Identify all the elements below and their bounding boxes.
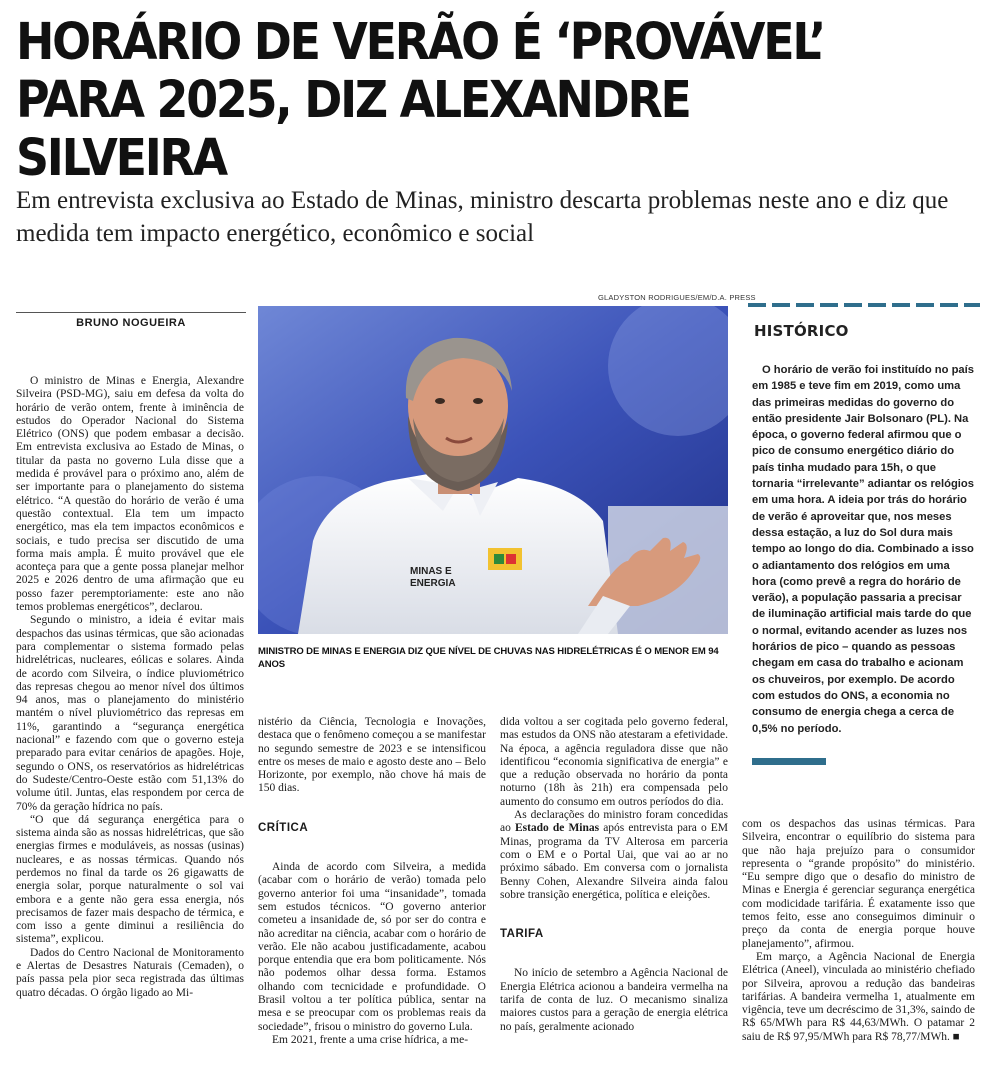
sidebar-top-rule bbox=[748, 303, 980, 307]
minister-illustration bbox=[258, 306, 728, 634]
newspaper-name: Estado de Minas bbox=[514, 822, 600, 835]
article-paragraph: dida voltou a ser cogitada pelo governo federal, mas estudos da ONS não atestaram a efetividade. Na época, a agência reguladora disse que não identificou “economia significativa de energia” e que a redução observada no horário da ponta noturno (18h às 21h) era compensada pelo aumento do consumo em outros períodos do dia. bbox=[500, 716, 728, 808]
subheadline: Em entrevista exclusiva ao Estado de Minas, ministro descarta problemas neste ano e diz que medida tem impacto energético, econômico e social bbox=[16, 187, 949, 247]
byline: BRUNO NOGUEIRA bbox=[16, 312, 246, 329]
paragraph-text: As declarações do ministro foram concedidas ao bbox=[500, 809, 728, 835]
article-paragraph: Segundo o ministro, a ideia é evitar mais despachos das usinas térmicas, que são acionadas para complementar o sistema formado pelas hidrelétricas, nucleares, eólicas e solares. Ainda de acordo com Silveira, o índice pluviométrico das represas chegou ao menor nível dos últimos 94 anos, mas o planejamento do ministério mantém o nível pluviométrico das represas em 11%, garantindo a “segurança energética nacional” e fazendo com que o governo esteja preparado para evitar cenários de apagões. Hoje, segundo o ONS, os reservatórios as hidrelétricas do Sudeste/Centro-Oeste estão com 51,13% do volume útil. Juntas, elas respondem por cerca de 70% da geração hídrica no país. bbox=[16, 614, 244, 813]
photo-credit: GLADYSTON RODRIGUES/EM/D.A. PRESS bbox=[598, 293, 756, 302]
shirt-logo-line1: MINAS E bbox=[410, 566, 452, 577]
article-paragraph: O ministro de Minas e Energia, Alexandre Silveira (PSD-MG), saiu em defesa da volta do horário de verão ontem, frente à iminência de estudos do Operador Nacional do Sistema Elétrico (ONS) que podem embasar a decisão. Em entrevista exclusiva ao Estado de Minas, o titular da pasta no governo Lula disse que a medida é provável para o próximo ano, além de ser importante para o planejamento do sistema elétrico. “A questão do horário de verão é uma questão contextual. Ela tem um impacto energético, mas ela tem impactos econômicos e sociais, e tudo precisa ser discutido de uma forma mais ampla. É muito provável que ele aconteça para que a gente possa planejar melhor 2025 e 2026 dentro de uma afirmação que eu posso fazer peremptoriamente: este ano não temos problemas energéticos”, declarou. bbox=[16, 375, 244, 614]
article-paragraph bbox=[500, 809, 728, 902]
sidebar-body bbox=[752, 362, 977, 737]
article-paragraph: Dados do Centro Nacional de Monitoramento e Alertas de Desastres Naturais (Cemaden), o país passa pela pior seca registrada das últimas quatro décadas. O órgão ligado ao Mi- bbox=[16, 946, 244, 999]
article-column-1 bbox=[16, 375, 244, 1000]
sidebar-title: HISTÓRICO bbox=[754, 322, 849, 340]
article-paragraph: Em março, a Agência Nacional de Energia Elétrica (Aneel), vinculada ao ministério chefiado por Silveira, aprovou a redução das bandeiras tarifárias. A bandeira vermelha 1, atualmente em vigência, teve um decréscimo de 31,3%, saindo de R$ 65/MWh para R$ 44,63/MWh. O patamar 2 saiu de R$ 97,95/MWh para R$ 78,77/MWh. ■ bbox=[742, 950, 975, 1043]
photo-caption: MINISTRO DE MINAS E ENERGIA DIZ QUE NÍVEL DE CHUVAS NAS HIDRELÉTRICAS É O MENOR EM 94 ANOS bbox=[258, 646, 719, 670]
article-paragraph: Ainda de acordo com Silveira, a medida (acabar com o horário de verão) tomada pelo governo anterior foi uma “insanidade”, tomada sem estudos técnicos. “O governo anterior cometeu a insanidade de, só por ser do contra e não acreditar na ciência, acabar com o horário de verão. Ele não acabou justificadamente, acabou porque entendia que era bom politicamente. Nós não podemos olhar dessa forma. Estamos olhando com tecnicidade e profundidade. O Brasil voltou a ter política pública, sentar na mesa e se preocupar com os problemas reais da sociedade”, frisou o ministro do governo Lula. bbox=[258, 861, 486, 1033]
article-column-2 bbox=[258, 716, 486, 1047]
article-column-4 bbox=[742, 818, 975, 1044]
sidebar-bottom-bar bbox=[752, 758, 826, 765]
article-paragraph: No início de setembro a Agência Nacional de Energia Elétrica acionou a bandeira vermelha na tarifa de conta de luz. O mecanismo sinaliza maiores custos para a geração de energia elétrica no país, geralmente acionado bbox=[500, 967, 728, 1033]
article-paragraph: “O que dá segurança energética para o sistema ainda são as nossas hidrelétricas, que são energias firmes e moduláveis, as nossas (usinas) nucleares, e as nossas térmicas. Quando nós perdemos no final da tarde os 26 gigawatts de energia solar, porque naturalmente o sol vai embora e a gente não gera essa energia, nós precisamos de fazer mais despacho de térmica, e com isso a gente diminui a resiliência do sistema”, explicou. bbox=[16, 813, 244, 946]
section-title-tarifa: TARIFA bbox=[500, 928, 544, 941]
shirt-logo-line2: ENERGIA bbox=[410, 578, 456, 589]
paragraph-text: após entrevista para o EM Minas, programa da TV Alterosa em parceria com o EM e o Portal Uai, que vai ao ar no próximo sábado. Em conversa com o jornalista Benny Cohen, Alexandre Silveira ainda falou sobre transição energética, política e eleições. bbox=[500, 822, 729, 901]
minister-photo bbox=[258, 306, 728, 634]
article-paragraph: Em 2021, frente a uma crise hídrica, a me- bbox=[272, 1033, 469, 1046]
section-title-critica: CRÍTICA bbox=[258, 821, 309, 834]
headline: HORÁRIO DE VERÃO É ‘PROVÁVEL’ PARA 2025, DIZ ALEXANDRE SILVEIRA bbox=[16, 13, 825, 188]
article-column-3 bbox=[500, 716, 728, 1034]
sidebar-paragraph: O horário de verão foi instituído no país em 1985 e teve fim em 2019, como uma das primeiras medidas do governo do então presidente Jair Bolsonaro (PL). Na época, o governo federal afirmou que o pico de consumo energético diário do país tinha mudado para 15h, o que tornaria “irrelevante” adiantar os relógios em uma hora. A ideia por trás do horário de verão é aproveitar que, nos meses dessa estação, a luz do Sol dura mais tempo ao longo do dia. Combinado a isso o adiantamento dos relógios em uma hora (como prevê a regra do horário de verão), a população passaria a precisar de iluminação artificial mais tarde do que o normal, evitando acender as luzes nos horários de pico – quando as pessoas chegam em casa do trabalho e acionam os chuveiros, por exemplo. De acordo com estudos do ONS, a economia no consumo de energia chega a cerca de 0,5% no período. bbox=[752, 364, 974, 735]
article-paragraph: com os despachos das usinas térmicas. Para Silveira, encontrar o equilíbrio do sistema para que não haja prejuízo para o consumidor representa o “grande propósito” do ministério. “Eu sempre digo que o desafio do ministro de Minas e Energia é gerenciar segurança energética com modicidade tarifária. É exatamente isso que temos feito, esse ano conseguimos diminuir o preço da conta de energia porque houve planejamento”, afirmou. bbox=[742, 818, 975, 950]
article-paragraph: nistério da Ciência, Tecnologia e Inovações, destaca que o fenômeno começou a se manifestar no segundo semestre de 2023 e se intensificou entre os meses de maio e agosto deste ano – Belo Horizonte, por exemplo, não chove há mais de 150 dias. bbox=[258, 716, 486, 795]
